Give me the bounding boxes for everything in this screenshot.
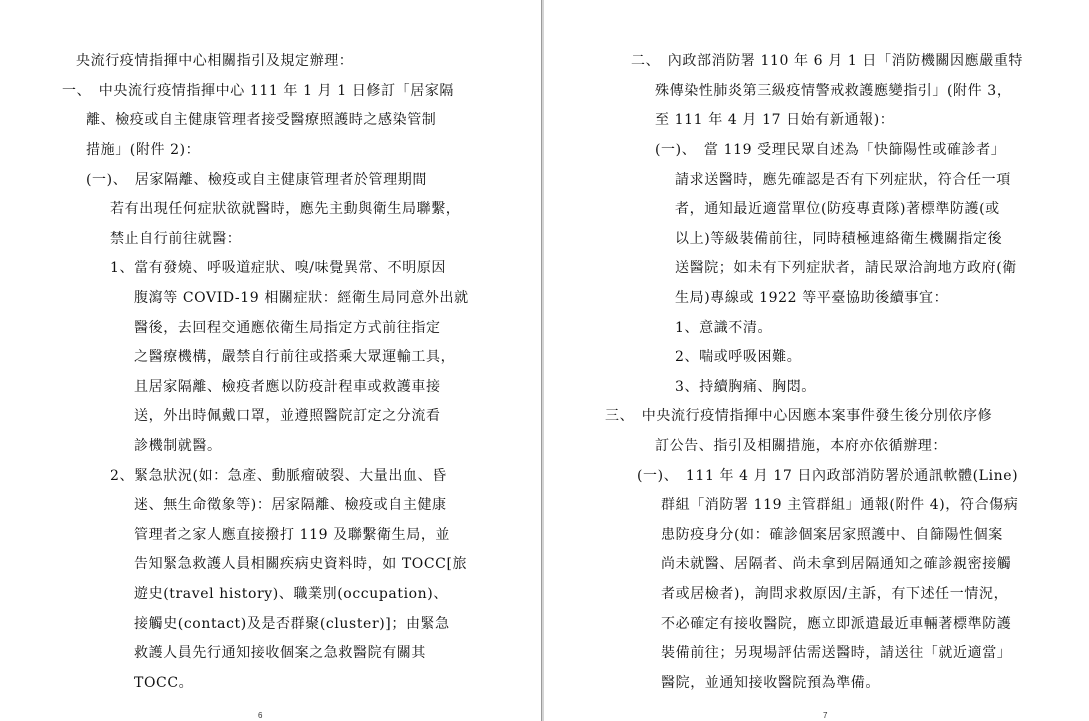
text-line: (一)、 111 年 4 月 17 日內政部消防署於通訊軟體(Line) [637,468,1019,484]
text-line: 醫後，去回程交通應依衛生局指定方式前往指定 [134,320,441,336]
text-line: 醫院，並通知接收醫院預為準備。 [661,675,880,691]
text-line: 迷、無生命徵象等)：居家隔離、檢疫或自主健康 [134,497,447,513]
text-line: 群組「消防署 119 主管群組」通報(附件 4)，符合傷病 [661,497,1019,513]
text-line: 至 111 年 4 月 17 日始有新通報)： [655,112,895,128]
text-line: 2、喘或呼吸困難。 [675,349,802,365]
page-number: 6 [258,711,263,720]
text-line: 尚未就醫、居隔者、尚未拿到居隔通知之確診親密接觸 [661,556,1012,572]
text-line: 禁止自行前往就醫： [110,231,242,247]
text-line: 送，外出時佩戴口罩，並遵照醫院訂定之分流看 [134,408,441,424]
text-line: 訂公告、指引及相關措施，本府亦依循辦理： [655,438,947,454]
text-line: 3、持續胸痛、胸悶。 [675,379,816,395]
text-line: 二、 內政部消防署 110 年 6 月 1 日「消防機關因應嚴重特 [631,53,1024,69]
text-line: TOCC。 [134,675,194,691]
text-line: 措施」(附件 2)： [86,142,201,158]
text-line: 之醫療機構，嚴禁自行前往或搭乘大眾運輸工具， [134,349,456,365]
text-line: 殊傳染性肺炎第三級疫情警戒救護應變指引」(附件 3， [655,83,1012,99]
document-page-6 [0,0,540,721]
text-line: 一、 中央流行疫情指揮中心 111 年 1 月 1 日修訂「居家隔 [62,83,455,99]
text-line: 生局)專線或 1922 等平臺協助後續事宜： [675,290,949,306]
text-line: 1、當有發燒、呼吸道症狀、嗅/味覺異常、不明原因 [110,260,447,276]
text-line: 者或居檢者)，詢問求救原因/主訴，有下述任一情況， [661,586,1009,602]
text-line: 請求送醫時，應先確認是否有下列症狀，符合任一項 [675,172,1011,188]
text-line: 不必確定有接收醫院，應立即派遣最近車輛著標準防護 [661,616,1012,632]
text-line: 診機制就醫。 [134,438,222,454]
text-line: 管理者之家人應直接撥打 119 及聯繫衛生局，並 [134,527,451,543]
text-line: (一)、 居家隔離、檢疫或自主健康管理者於管理期間 [86,172,427,188]
text-line: 告知緊急救護人員相關疾病史資料時，如 TOCC[旅 [134,556,468,572]
text-line: 且居家隔離、檢疫者應以防疫計程車或救護車接 [134,379,441,395]
text-line: 送醫院；如未有下列症狀者，請民眾洽詢地方政府(衛 [675,260,1017,276]
page-number: 7 [823,711,828,720]
document-page-7 [545,0,1089,721]
text-line: 央流行疫情指揮中心相關指引及規定辦理： [76,53,354,69]
text-line: 救護人員先行通知接收個案之急救醫院有關其 [134,645,426,661]
text-line: 三、 中央流行疫情指揮中心因應本案事件發生後分別依序修 [605,408,993,424]
text-line: 患防疫身分(如：確診個案居家照護中、自篩陽性個案 [661,527,1003,543]
text-line: 遊史(travel history)、職業別(occupation)、 [134,586,448,602]
text-line: 接觸史(contact)及是否群聚(cluster)]；由緊急 [134,616,450,632]
text-line: 裝備前往；另現場評估需送醫時，請送往「就近適當」 [661,645,1012,661]
text-line: 若有出現任何症狀欲就醫時，應先主動與衛生局聯繫， [110,201,461,217]
page-divider [541,0,544,721]
text-line: 離、檢疫或自主健康管理者接受醫療照護時之感染管制 [86,112,437,128]
text-line: 腹瀉等 COVID-19 相關症狀：經衛生局同意外出就 [134,290,469,306]
text-line: 以上)等級裝備前往，同時積極連絡衛生機關指定後 [675,231,1003,247]
text-line: 者，通知最近適當單位(防疫專責隊)著標準防護(或 [675,201,1000,217]
text-line: 2、緊急狀況(如：急產、動脈瘤破裂、大量出血、昏 [110,468,447,484]
text-line: 1、意識不清。 [675,320,773,336]
text-line: (一)、 當 119 受理民眾自述為「快篩陽性或確診者」 [655,142,1006,158]
